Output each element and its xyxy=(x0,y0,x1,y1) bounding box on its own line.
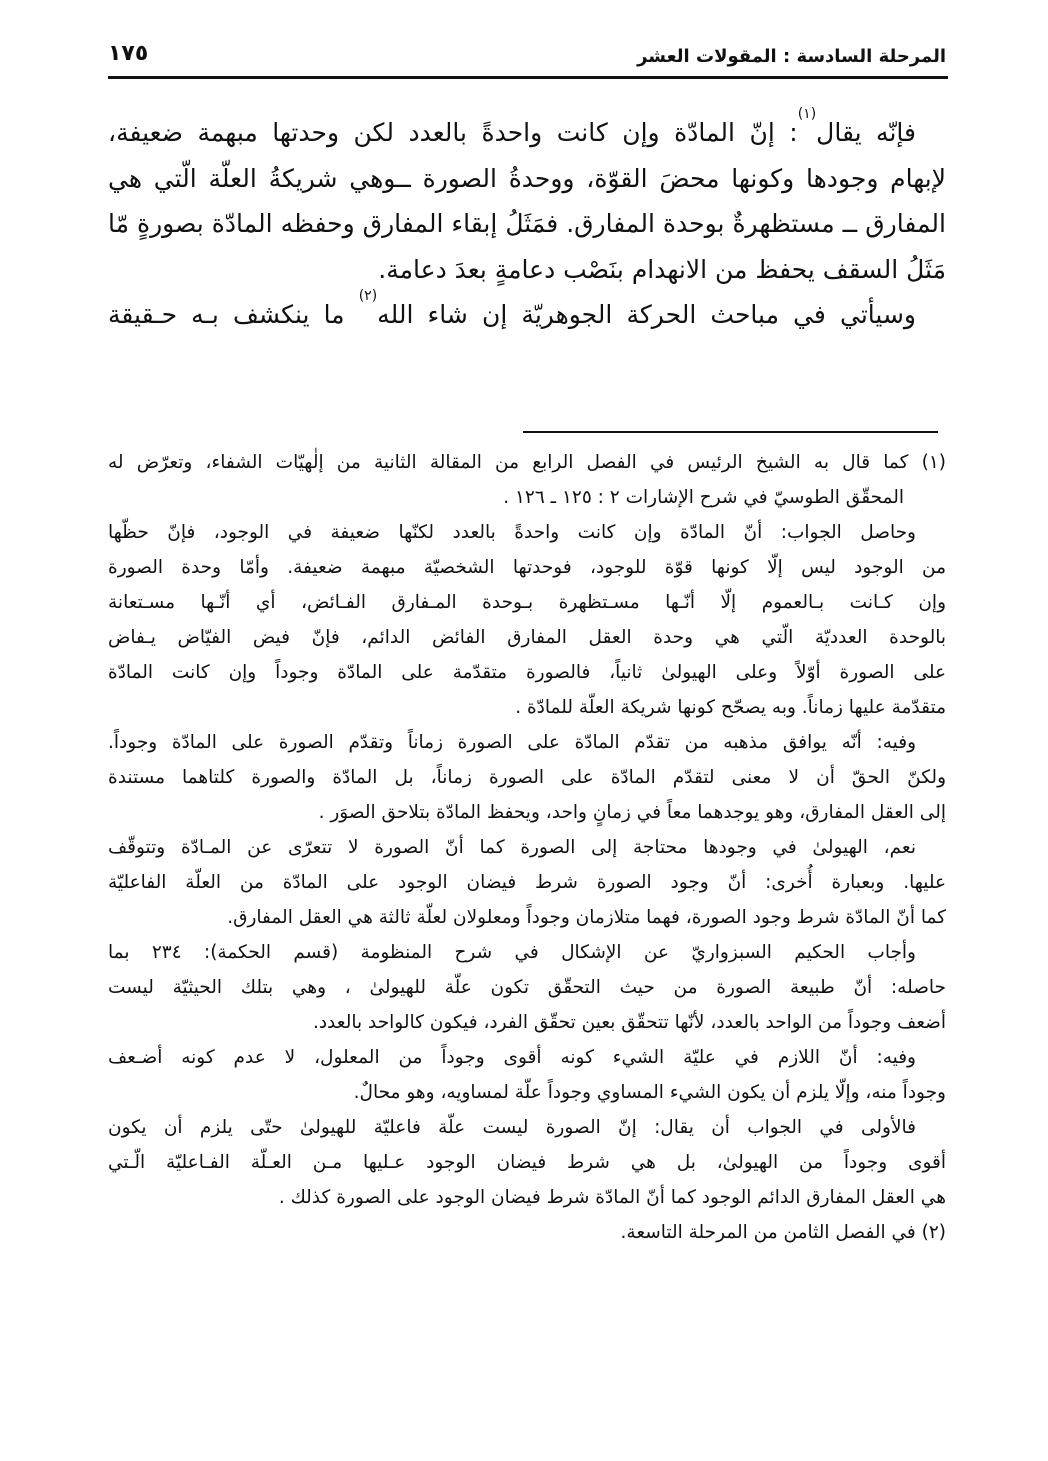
footnote-1-line: حاصله: أنّ طبيعة الصورة من حيث التحقّق تكون علّة للهيولىٰ ، وهي بتلك الحيثيّة ليست xyxy=(108,977,946,998)
footnote-1-line: أقوى وجوداً من الهيولىٰ، بل هي شرط فيضان الوجود عـليها مـن العـلّة الفـاعليّة الّـتي xyxy=(108,1152,946,1173)
main-line-5 xyxy=(108,288,946,338)
footnotes xyxy=(108,445,946,1250)
footnote-separator xyxy=(523,431,938,433)
main-text-segment: ما ينكشف بـه حـقيقة xyxy=(108,300,359,329)
footnote-1-line: وحاصل الجواب: أنّ المادّة وإن كانت واحدةً بالعدد لكنّها ضعيفة في الوجود، فإنّ حظّها xyxy=(108,522,916,543)
footnote-1-line: وأجاب الحكيم السبزواريّ عن الإشكال في شرح المنظومة (قسم الحكمة): ٢٣٤ بما xyxy=(108,942,916,963)
running-header xyxy=(108,36,946,76)
main-text-segment: وسيأتي في مباحث الحركة الجوهريّة إن شاء الله xyxy=(377,300,916,329)
footnote-1-line: أضعف وجوداً من الواحد بالعدد، لأنّها تتحقّق بعين تحقّق الفرد، فيكون كالواحد بالعدد. xyxy=(312,1012,946,1033)
main-line-1 xyxy=(108,106,946,156)
main-text-segment: : إنّ المادّة وإن كانت واحدةً بالعدد لكن وحدتها مبهمة ضعيفة، xyxy=(108,118,798,147)
footnote-1-line: فالأولى في الجواب أن يقال: إنّ الصورة ليست علّة فاعليّة للهيولىٰ حتّى يلزم أن يكون xyxy=(108,1117,916,1138)
footnote-1-line: نعم، الهيولىٰ في وجودها محتاجة إلى الصورة كما أنّ الصورة لا تتعرّى عن المـادّة وتتوقّف xyxy=(108,837,916,858)
footnote-1-line: (١) كما قال به الشيخ الرئيس في الفصل الرابع من المقالة الثانية من إلٰهيّات الشفاء، وتعرّض له xyxy=(108,452,946,473)
footnote-1-line: وإن كـانت بـالعموم إلّا أنّـها مسـتظهرة بـوحدة المـفارق الفـائض، أي أنّـها مسـتعانة xyxy=(108,592,946,613)
footnote-1-line: بالوحدة العدديّة الّتي هي وحدة العقل المفارق الفائض الدائم، فإنّ فيض الفيّاض يـفاض xyxy=(108,627,946,648)
footnote-ref-1[interactable]: (١) xyxy=(797,106,817,122)
footnote-ref-2[interactable]: (٢) xyxy=(358,288,378,304)
main-body-text xyxy=(108,106,946,338)
page-number: ١٧٥ xyxy=(108,41,149,66)
footnote-1-line: عليها. وبعبارة أُخرى: أنّ وجود الصورة شرط فيضان الوجود على المادّة من العلّة الفاعليّة xyxy=(108,872,946,893)
header-rule xyxy=(108,76,948,79)
footnote-1-line: وفيه: أنّ اللازم في عليّة الشيء كونه أقوى وجوداً من المعلول، لا عدم كونه أضـعف xyxy=(108,1047,916,1068)
running-title: المرحلة السادسة : المقولات العشر xyxy=(637,46,946,67)
footnote-1-line: من الوجود ليس إلّا كونها قوّة للوجود، فوحدتها الشخصيّة مبهمة ضعيفة. وأمّا وحدة الصورة xyxy=(108,557,946,578)
footnote-1-line: متقدّمة عليها زماناً. وبه يصحّح كونها شريكة العلّة للمادّة . xyxy=(515,697,946,718)
footnote-2-line: (٢) في الفصل الثامن من المرحلة التاسعة. xyxy=(620,1222,946,1243)
footnote-1-line: وجوداً منه، وإلّا يلزم أن يكون الشيء المساوي وجوداً علّة لمساويه، وهو محالٌ. xyxy=(353,1082,946,1103)
main-line-4: مَثَلُ السقف يحفظ من الانهدام بنَصْب دعامةٍ بعدَ دعامة. xyxy=(378,254,946,284)
main-line-3: المفارق ــ مستظهرةٌ بوحدة المفارق. فمَثَلُ إبقاء المفارق وحفظه المادّة بصورةٍ مّا xyxy=(108,209,946,238)
footnote-1-line: المحقّق الطوسيّ في شرح الإشارات ٢ : ١٢٥ ـ ١٢٦ . xyxy=(503,487,904,508)
footnote-1-line: على الصورة أوّلاً وعلى الهيولىٰ ثانياً، فالصورة متقدّمة على المادّة وجوداً وإن كانت المادّة xyxy=(108,662,946,683)
footnote-1-line: هي العقل المفارق الدائم الوجود كما أنّ المادّة شرط فيضان الوجود على الصورة كذلك . xyxy=(278,1187,946,1208)
main-text-segment: فإنّه يقال xyxy=(816,118,916,147)
footnote-1-line: إلى العقل المفارق، وهو يوجدهما معاً في زمانٍ واحد، ويحفظ المادّة بتلاحق الصوَر . xyxy=(318,802,946,823)
main-line-2: لإبهام وجودها وكونها محضَ القوّة، ووحدةُ الصورة ــوهي شريكةُ العلّة الّتي هي xyxy=(108,163,946,193)
footnote-1-line: وفيه: أنّه يوافق مذهبه من تقدّم المادّة على الصورة زماناً وتقدّم الصورة على المادّة وجوداً. xyxy=(108,732,916,753)
footnote-1-line: كما أنّ المادّة شرط وجود الصورة، فهما متلازمان وجوداً ومعلولان لعلّة ثالثة هي العقل المفارق. xyxy=(227,907,946,928)
footnote-1-line: ولكنّ الحقّ أن لا معنى لتقدّم المادّة على الصورة زماناً، بل المادّة والصورة كلتاهما مستندة xyxy=(108,767,946,788)
